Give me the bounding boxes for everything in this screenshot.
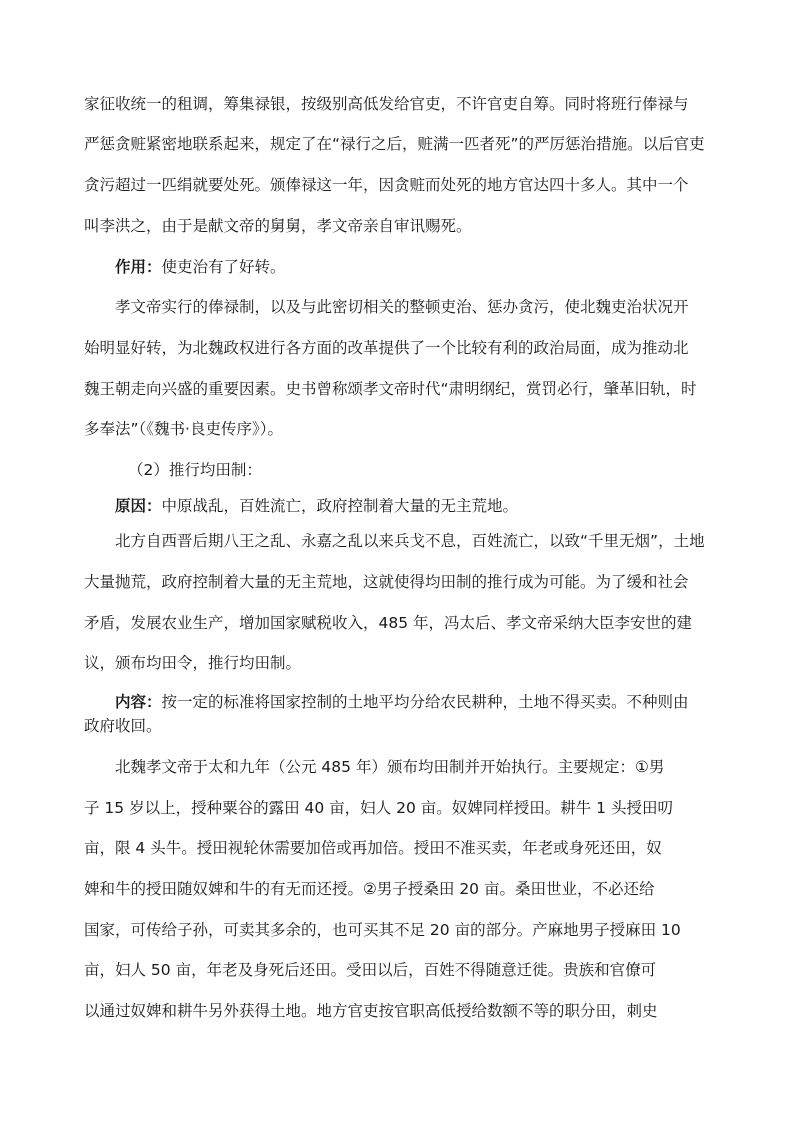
para4-line-4: 婢和牛的授田随奴婢和牛的有无而还授。②男子授桑田 20 亩。桑田世业，不必还给	[84, 880, 655, 898]
para3-line-1: 北方自西晋后期八王之乱、永嘉之乱以来兵戈不息，百姓流亡，以致“千里无烟”，土地	[115, 532, 705, 550]
content-line-2: 政府收回。	[84, 717, 162, 735]
para3-line-2: 大量抛荒，政府控制着大量的无主荒地，这就使得均田制的推行成为可能。为了缓和社会	[84, 573, 689, 591]
para1-line-2: 严惩贪赃紧密地联系起来，规定了在“禄行之后，赃满一匹者死”的严厉惩治措施。以后官吏	[84, 135, 705, 153]
content-line-1	[115, 692, 712, 712]
effect-label: 作用：	[115, 258, 162, 276]
content-text: 按一定的标准将国家控制的土地平均分给农民耕种，土地不得买卖。不种则由	[161, 693, 689, 711]
para4-line-3: 亩，限 4 头牛。授田视轮休需要加倍或再加倍。授田不准买卖，年老或身死还田，奴	[84, 839, 662, 857]
para4-line-7: 以通过奴婢和耕牛另外获得土地。地方官吏按官职高低授给数额不等的职分田，刺史	[84, 1002, 658, 1020]
para1-line-1: 家征收统一的租调，筹集禄银，按级别高低发给官吏，不许官吏自筹。同时将班行俸禄与	[84, 95, 689, 113]
para3-line-4: 议，颁布均田令，推行均田制。	[84, 654, 302, 672]
para2-line-2: 始明显好转，为北魏政权进行各方面的改革提供了一个比较有利的政治局面，成为推动北	[84, 339, 689, 357]
reason-text: 中原战乱，百姓流亡，政府控制着大量的无主荒地。	[161, 497, 519, 515]
effect-line	[115, 257, 712, 277]
para4-line-5: 国家，可传给子孙，可卖其多余的，也可买其不足 20 亩的部分。产麻地男子授麻田 10	[84, 921, 681, 939]
para4-line-1: 北魏孝文帝于太和九年（公元 485 年）颁布均田制并开始执行。主要规定：①男	[115, 758, 665, 776]
para2-line-1: 孝文帝实行的俸禄制，以及与此密切相关的整顿吏治、惩办贪污，使北魏吏治状况开	[115, 298, 689, 316]
para2-line-3: 魏王朝走向兴盛的重要因素。史书曾称颂孝文帝时代“肃明纲纪，赏罚必行，肇革旧轨，时	[84, 380, 697, 398]
para4-line-2: 子 15 岁以上，授种粟谷的露田 40 亩，妇人 20 亩。奴婢同样授田。耕牛 1 头授田叨	[84, 799, 673, 817]
para3-line-3: 矛盾，发展农业生产，增加国家赋税收入，485 年，冯太后、孝文帝采纳大臣李安世的建	[84, 614, 693, 632]
para1-line-4: 叫李洪之，由于是献文帝的舅舅，孝文帝亲自审讯赐死。	[84, 217, 472, 235]
para1-line-3: 贪污超过一匹绢就要处死。颁俸禄这一年，因贪赃而处死的地方官达四十多人。其中一个	[84, 176, 689, 194]
section-heading: （2）推行均田制：	[128, 461, 262, 479]
para4-line-6: 亩，妇人 50 亩，年老及身死后还田。受田以后，百姓不得随意迁徙。贵族和官僚可	[84, 961, 657, 979]
reason-label: 原因：	[115, 497, 162, 515]
reason-line	[115, 496, 712, 516]
content-label: 内容：	[115, 693, 162, 711]
effect-text: 使吏治有了好转。	[161, 258, 286, 276]
para2-line-4: 多奉法”（《魏书·良吏传序》）。	[84, 420, 283, 438]
